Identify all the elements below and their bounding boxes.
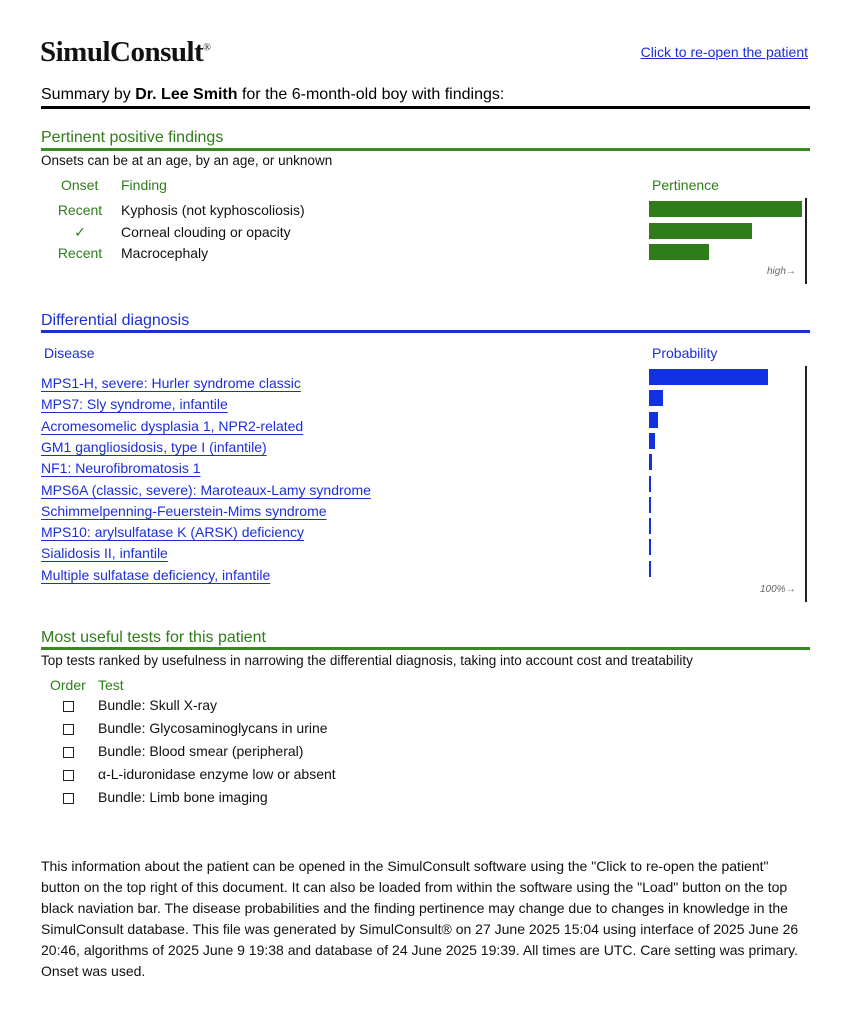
header-divider — [41, 106, 810, 109]
pertinence-column-header: Pertinence — [652, 177, 719, 193]
disease-link[interactable]: MPS1-H, severe: Hurler syndrome classic — [41, 375, 301, 391]
finding-onset: Recent — [57, 202, 103, 218]
probability-column-header: Probability — [652, 345, 718, 361]
reopen-patient-link[interactable]: Click to re-open the patient — [640, 44, 808, 60]
simulconsult-logo — [40, 36, 210, 69]
order-checkbox[interactable] — [63, 770, 74, 781]
footer-note: This information about the patient can be opened in the SimulConsult software using the "Click to re-open the patient" button on the top right of this document. It can also be loaded from within the software using the "Load" button on the top black naviation bar. The disease probabilities and the finding pertinence may change due to changes in knowledge in the SimulConsult database. This file was generated by SimulConsult® on 27 June 2025 15:04 using interface of 2025 June 26 20:46, algorithms of 2025 June 9 19:38 and database of 24 June 2025 19:39. All times are UTC. Care setting was primary. Onset was used. — [41, 858, 799, 979]
disease-link[interactable]: NF1: Neurofibromatosis 1 — [41, 460, 201, 477]
tests-subtitle: Top tests ranked by usefulness in narrowing the differential diagnosis, taking into account cost and treatability — [41, 653, 693, 668]
pertinence-bar — [649, 201, 802, 217]
findings-title: Pertinent positive findings — [41, 129, 224, 146]
pertinence-bar — [649, 244, 709, 260]
test-name: Bundle: Limb bone imaging — [98, 789, 268, 805]
differential-divider — [41, 330, 810, 333]
disease-column-header: Disease — [44, 345, 95, 361]
finding-name: Kyphosis (not kyphoscoliosis) — [121, 202, 305, 218]
disease-link[interactable]: MPS7: Sly syndrome, infantile — [41, 396, 228, 413]
probability-bar — [649, 369, 768, 385]
test-column-header: Test — [98, 677, 124, 693]
test-name: Bundle: Skull X-ray — [98, 697, 218, 713]
disease-link[interactable]: MPS6A (classic, severe): Maroteaux-Lamy syndrome — [41, 481, 371, 498]
probability-bar — [649, 433, 655, 449]
findings-subtitle: Onsets can be at an age, by an age, or unknown — [41, 153, 333, 168]
onset-column-header: Onset — [61, 177, 99, 193]
probability-bar — [649, 539, 651, 555]
pertinence-axis — [805, 198, 807, 284]
summary-prefix: Summary by — [41, 86, 136, 103]
pertinence-axis-label: high→ — [767, 266, 796, 277]
probability-axis-label: 100%→ — [760, 584, 796, 595]
logo-mark: ® — [203, 42, 211, 54]
test-name: Bundle: Glycosaminoglycans in urine — [98, 720, 328, 736]
order-checkbox[interactable] — [63, 793, 74, 804]
probability-bar — [649, 561, 651, 577]
disease-link[interactable]: Multiple sulfatase deficiency, infantile — [41, 566, 271, 583]
order-checkbox[interactable] — [63, 724, 74, 735]
probability-axis — [805, 366, 807, 602]
probability-bar — [649, 476, 651, 492]
probability-bar — [649, 518, 651, 534]
finding-onset: ✓ — [74, 223, 86, 240]
disease-link[interactable]: GM1 gangliosidosis, type I (infantile) — [41, 438, 267, 455]
probability-bar — [649, 497, 651, 513]
test-name: α-L-iduronidase enzyme low or absent — [98, 766, 336, 782]
pertinence-bar — [649, 223, 752, 239]
disease-link[interactable]: Schimmelpenning-Feuerstein-Mims syndrome — [41, 502, 327, 519]
test-name: Bundle: Blood smear (peripheral) — [98, 743, 304, 759]
finding-onset: Recent — [57, 245, 103, 261]
disease-link[interactable]: Sialidosis II, infantile — [41, 545, 168, 562]
probability-bar — [649, 412, 658, 428]
disease-link[interactable]: Acromesomelic dysplasia 1, NPR2-related — [41, 417, 304, 434]
differential-title: Differential diagnosis — [41, 312, 190, 329]
summary-suffix: for the 6-month-old boy with findings: — [237, 86, 505, 103]
probability-bar — [649, 390, 663, 406]
finding-name: Corneal clouding or opacity — [121, 223, 291, 240]
finding-name: Macrocephaly — [121, 245, 209, 261]
probability-bar — [649, 454, 652, 470]
tests-divider — [41, 647, 810, 650]
disease-link[interactable]: MPS10: arylsulfatase K (ARSK) deficiency — [41, 524, 304, 541]
finding-column-header: Finding — [121, 177, 167, 193]
order-checkbox[interactable] — [63, 701, 74, 712]
findings-divider — [41, 148, 810, 151]
summary-heading — [41, 86, 504, 104]
order-column-header: Order — [50, 677, 86, 693]
order-checkbox[interactable] — [63, 747, 74, 758]
author-name: Dr. Lee Smith — [135, 86, 238, 103]
tests-title: Most useful tests for this patient — [41, 629, 266, 646]
logo-text: SimulConsult — [40, 36, 204, 68]
